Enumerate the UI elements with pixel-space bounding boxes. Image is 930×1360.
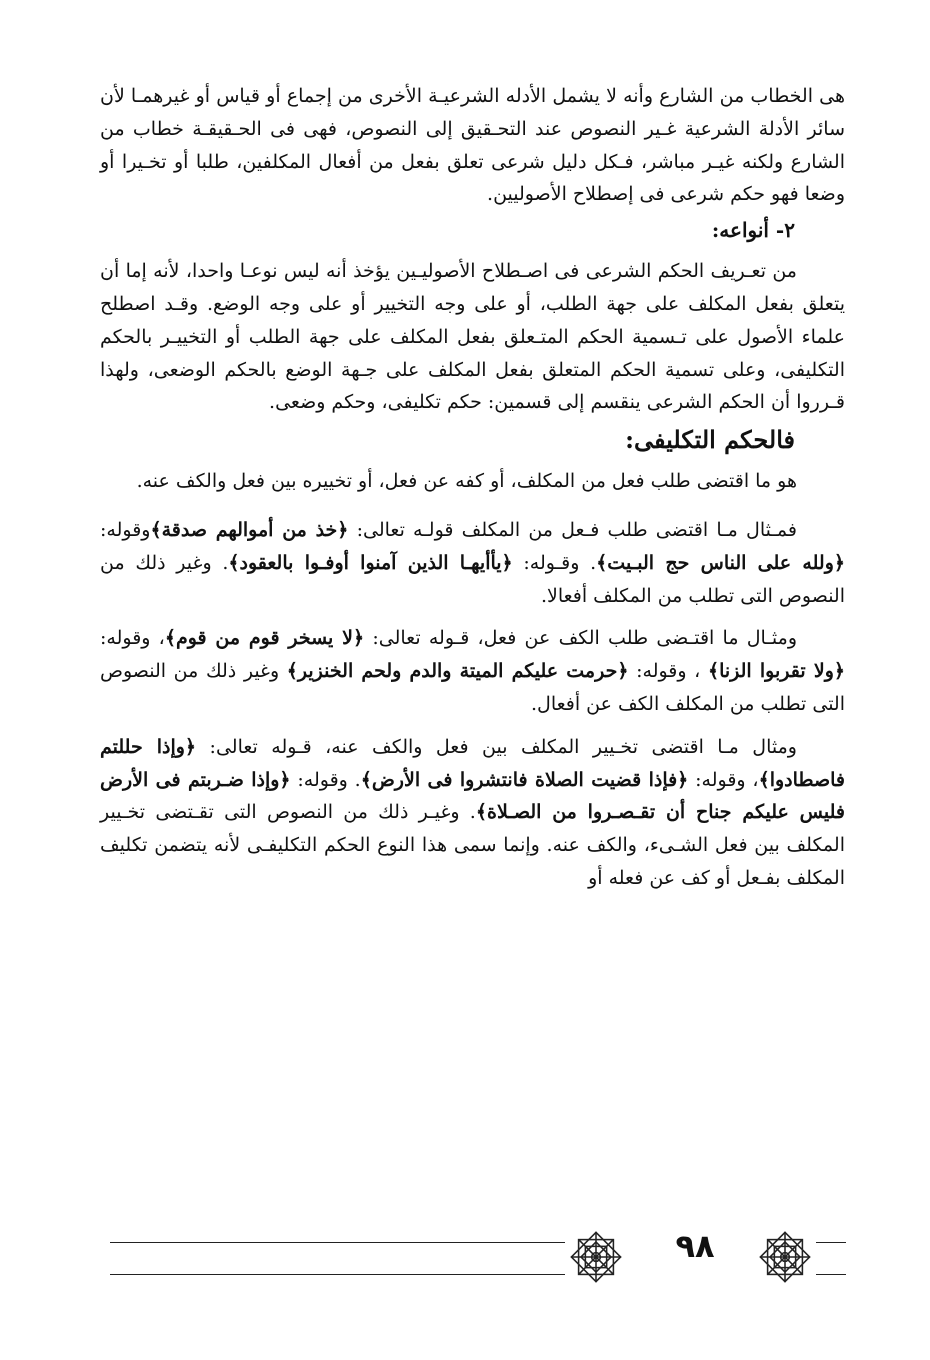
star-ornament-icon: [567, 1228, 625, 1286]
footer-rule-top-left: [110, 1242, 565, 1243]
paragraph-example-prohibition: [100, 622, 845, 720]
quran-verse: ﴿ولله على الناس حج البـيت﴾: [596, 551, 845, 574]
footer-rule-bottom-left: [110, 1274, 565, 1275]
example-intro: ومثال مـا اقتضى تخـيير المكلف بين فعل والكف عنه، قـوله تعالى:: [196, 735, 797, 758]
paragraph-definition-continued: هى الخطاب من الشارع وأنه لا يشمل الأدله الشرعيـة الأخرى من إجماع أو قياس أو غيرهمـا لأن سائر الأدلة الشرعية غـير النصوص عند التحـقيق إلى النصوص، فهى فى الحـقيقـة خطاب من الشارع ولكنه غيـر مباشر، فـكل دليل شرعى تعلق بفعل من أفعال المكلفين، طلبا أو تخـيرا أو وضعا فهو حكم شرعى فى إصطلاح الأصوليين.: [100, 85, 845, 206]
connector-text: . وقـوله:: [512, 551, 597, 574]
quran-verse: ﴿لا يسخر قوم من قوم﴾: [164, 627, 365, 650]
quran-verse: ﴿حرمت عليكم الميتة والدم ولحم الخنزير﴾: [286, 660, 629, 683]
connector-text: ، وقوله:: [628, 660, 708, 683]
example-outro: . وغير ذلك من النصوص التى تطلب من المكلف أفعالا.: [100, 551, 845, 607]
page-number: ٩٨: [675, 1227, 715, 1265]
section-heading-taklifi: فالحكم التكليفى:: [625, 425, 795, 455]
connector-text: ، وقوله:: [100, 627, 165, 650]
paragraph-taklifi-definition: هو ما اقتضى طلب فعل من المكلف، أو كفه عن فعل، أو تخييره بين فعل والكف عنه.: [136, 470, 797, 493]
footer-rule-top-right: [816, 1242, 846, 1243]
quran-verse: ﴿خذ من أموالهم صدقة﴾: [150, 518, 349, 541]
connector-text: . وقوله:: [290, 768, 361, 791]
section-heading-types: ٢- أنواعه:: [711, 218, 795, 243]
page-footer: [100, 1218, 845, 1298]
footer-rule-bottom-right: [816, 1274, 846, 1275]
star-ornament-icon: [756, 1228, 814, 1286]
quran-verse: ﴿ولا تقربوا الزنا﴾: [707, 660, 846, 683]
example-intro: فمـثال مـا اقتضى طلب فـعل من المكلف قولـه تعالى:: [348, 518, 797, 541]
paragraph-types: من تعـريف الحكم الشرعى فى اصـطلاح الأصوليـين يؤخذ أنه ليس نوعـا واحدا، لأنه إما أن يتعلق بفعل المكلف على جهة الطلب، أو على وجه التخيير أو على وجه الوضع. وقـد اصطلح علماء الأصول على تـسمية الحكم المتـعلق بفعل المكلف على جهة الطلب أو التخييـر بالحكم التكليفى، وعلى تسمية الحكم المتعلق بفعل المكلف على جـهة الوضع بالحكم الوضعى، ولهذا قـرروا أن الحكم الشرعى ينقسم إلى قسمين: حكم تكليفى، وحكم وضعى.: [100, 260, 845, 414]
page-body: [100, 80, 845, 895]
quran-verse: ﴿يأأيهـا الذين آمنوا أوفـوا بالعقود﴾: [228, 551, 513, 574]
paragraph-example-choice: [100, 731, 845, 895]
connector-text: ، وقوله:: [688, 768, 759, 791]
paragraph-example-request: [100, 514, 845, 612]
quran-verse: ﴿وإذا ضـربتم فى الأرض فليس عليكم جناح أن تقـصـروا من الصـلاة﴾: [100, 768, 846, 824]
quran-verse: ﴿فإذا قضيت الصلاة فانتشروا فى الأرض﴾: [360, 768, 689, 791]
example-outro: وغير ذلك من النصوص التى تطلب من المكلف الكف عن أفعال.: [100, 660, 845, 715]
example-intro: ومثـال ما اقتـضى طلب الكف عن فعل، قـوله تعالى:: [364, 627, 798, 650]
example-outro: . وغيـر ذلك من النصوص التى تقـتضى تخـيير المكلف بين فعل الشـىء، والكف عنه. وإنما سمى هذا النوع الحكم التكليفـى لأنه يتضمن تكليف المكلف بفـعل أو كف عن فعله أو: [100, 801, 845, 889]
quran-verse: ﴿وإذا حللتم فاصطادوا﴾: [100, 735, 845, 791]
connector-text: وقوله:: [100, 518, 151, 541]
